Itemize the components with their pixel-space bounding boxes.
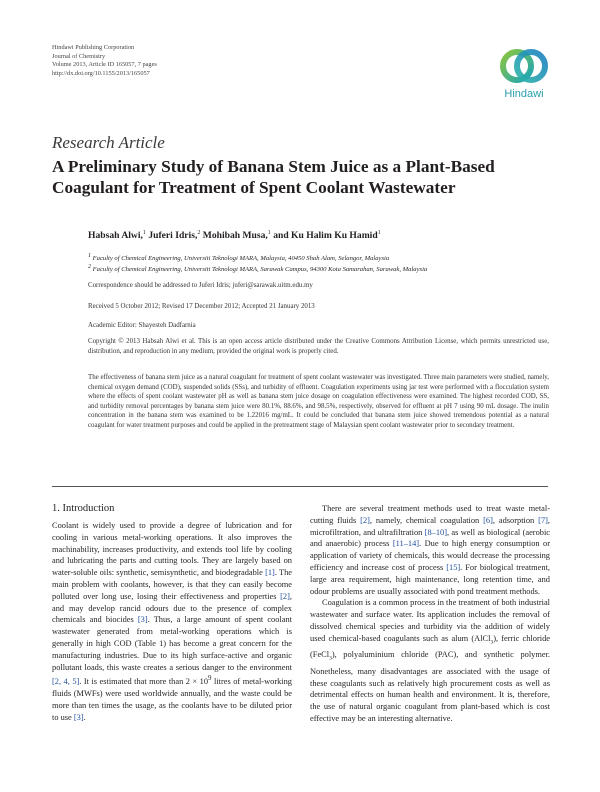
subscript: 3 <box>490 639 494 646</box>
citation-link[interactable]: [2, 4, 5] <box>52 677 80 687</box>
text-run: . The main problem with coolants, however, is that they can easily become polluted over long use, losing their effectiveness and properties <box>52 568 292 601</box>
intro-paragraph-2 <box>310 503 550 597</box>
text-run: Coolant is widely used to provide a degree of lubrication and for cooling in various metal-working operations. It also improves the machinability, increases productivity, and extends tool life by cooling and lubricating the parts and cutting tools. They are largely based on water-soluble oils: synthetic, semisynthetic, and biodegradable <box>52 521 292 578</box>
author-2: Juferi Idris, <box>145 230 198 242</box>
intro-paragraph-1 <box>52 520 292 723</box>
text-run: , and may develop rancid odours due to the presence of complex chemicals and biocides <box>52 591 292 625</box>
abstract: The effectiveness of banana stem juice as a natural coagulant for treatment of spent coolant wastewater was investigated. Three main parameters were studied, namely, chemical oxygen demand (COD), suspended solids (SSs), and turbidity of effluent. Coagulation experiments using jar test were performed with a flocculation system where the effects of spent coolant wastewater pH as well as banana stem juice dosage on coagulation effectiveness were examined. The highest recorded COD, SS, and turbidity removal percentages by banana stem juice were 80.1%, 88.6%, and 98.5%, respectively, observed for effluent at pH 7 using 90 mL dosage. The inulin concentration in the banana stem was examined to be 1.22016 mg/mL. It could be concluded that banana stem juice showed tremendous potential as a natural coagulant for water treatment purposes and could be applied in the pretreatment stage of Malaysian spent coolant wastewater prior to secondary treatment. <box>88 374 549 429</box>
text-run: ), polyaluminium chloride (PAC), and synthetic polymer. Nonetheless, many disadvantages are associated with the usage of these coagulants such as relatively high procurement costs as well as detrimental effects on human health and environment. It is, therefore, the use of natural organic coagulant from plant-based which is cost effective may be an interesting alternative. <box>310 650 550 723</box>
text-run: , adsorption <box>492 515 539 525</box>
affiliation-1 <box>88 253 389 262</box>
citation-link[interactable]: [3] <box>137 615 148 625</box>
correspondence: Correspondence should be addressed to Juferi Idris; juferi@sarawak.uitm.edu.my <box>88 282 313 289</box>
author-4-sup: 1 <box>377 230 381 236</box>
citation-link[interactable]: [3] <box>73 712 84 722</box>
text-run: . Thus, a large amount of spent coolant wastewater generated from metal-working operations which is generally in high COD (Table 1) has become a great concern for the manufacturing industries. Due to its high surface-active and organic pollutant loads, this waste creates a serious danger to the environment <box>52 615 292 672</box>
article-dates: Received 5 October 2012; Revised 17 December 2012; Accepted 21 January 2013 <box>88 303 315 310</box>
subscript: 3 <box>329 655 332 662</box>
text-run: , namely, chemical coagulation <box>369 515 484 525</box>
citation-link[interactable]: [11–14] <box>392 539 420 549</box>
citation-link[interactable]: [1] <box>265 568 275 578</box>
affiliation-1-text: Faculty of Chemical Engineering, Universiti Teknologi MARA, Malaysia, 40450 Shah Alam, Selangor, Malaysia <box>91 255 390 263</box>
citation-link[interactable]: [6] <box>483 515 493 525</box>
article-type: Research Article <box>52 133 165 152</box>
author-2-sup: 2 <box>197 230 201 236</box>
intro-paragraph-3 <box>310 597 550 724</box>
journal-meta <box>52 44 157 78</box>
author-3-sup: 1 <box>267 230 271 236</box>
affiliation-2 <box>88 264 427 273</box>
text-run: , microfiltration, and ultrafiltration <box>310 515 551 537</box>
citation-link[interactable]: [7] <box>538 515 548 525</box>
volume-info: Volume 2013, Article ID 165057, 7 pages <box>52 61 157 69</box>
text-run: litres of metal-working fluids (MWFs) were used worldwide annually, and the waste could be more than ten times the usage, as the coolants have to be diluted prior to use <box>52 677 292 722</box>
citation-link[interactable]: [15] <box>446 562 461 572</box>
right-column <box>310 503 550 725</box>
doi-link[interactable]: http://dx.doi.org/10.1155/2013/165057 <box>52 69 150 77</box>
publisher-name: Hindawi Publishing Corporation <box>52 44 135 51</box>
article-title <box>52 156 542 198</box>
hindawi-logo <box>493 44 555 104</box>
academic-editor: Academic Editor: Shayesteh Dadfarnia <box>88 322 196 329</box>
text-run: , as well as biological (aerobic and anaerobic) process <box>310 527 550 549</box>
text-run: . It is estimated that more than 2 × 10 <box>79 677 209 687</box>
author-1: Habsah Alwi, <box>88 230 143 242</box>
affiliation-2-text: Faculty of Chemical Engineering, Universiti Teknologi MARA, Sarawak Campus, 94300 Kota Samarahan, Sarawak, Malaysia <box>91 266 428 274</box>
section-divider <box>52 486 548 487</box>
left-column <box>52 520 292 723</box>
citation-link[interactable]: [2] <box>360 515 370 525</box>
section-heading-introduction: 1. Introduction <box>52 503 115 514</box>
text-run: . For biological treatment, large area requirement, high maintenance, long retention time, and odour problems are usually associated with pond treatment methods. <box>310 562 550 596</box>
hindawi-logo-icon <box>493 44 555 88</box>
journal-name: Journal of Chemistry <box>52 52 106 60</box>
title-line-1: A Preliminary Study of Banana Stem Juice as a Plant-Based <box>52 157 495 176</box>
exponent: 9 <box>208 674 212 683</box>
hindawi-logo-text: Hindawi <box>504 88 544 100</box>
citation-link[interactable]: [2] <box>280 591 290 601</box>
text-run: . <box>83 712 86 722</box>
author-1-sup: 1 <box>142 230 146 236</box>
author-4: and Ku Halim Ku Hamid <box>270 230 378 242</box>
author-3: Mohibah Musa, <box>200 230 268 242</box>
text-run: ), ferric chloride (FeCl <box>310 633 551 660</box>
text-run: There are several treatment methods used to treat waste metal-cutting fluids <box>310 504 550 525</box>
text-run: . Due to high energy consumption or application of variety of chemicals, this would decrease the processing efficiency and increase cost of process <box>310 539 550 572</box>
title-line-2: Coagulant for Treatment of Spent Coolant Wastewater <box>52 178 456 197</box>
author-list <box>88 230 381 241</box>
affiliation-1-sup: 1 <box>88 253 91 259</box>
affiliation-2-sup: 2 <box>88 264 91 270</box>
text-run: Coagulation is a common process in the treatment of both industrial wastewater and surface water. Its application includes the removal of dissolved chemical species and turbidity via the addition of widely used chemical-based coagulants such as alum (AlCl <box>310 598 550 643</box>
citation-link[interactable]: [8–10] <box>424 527 447 537</box>
copyright-notice: Copyright © 2013 Habsah Alwi et al. This is an open access article distributed under the Creative Commons Attribution License, which permits unrestricted use, distribution, and reproduction in any medium, provided the original work is properly cited. <box>88 338 549 355</box>
